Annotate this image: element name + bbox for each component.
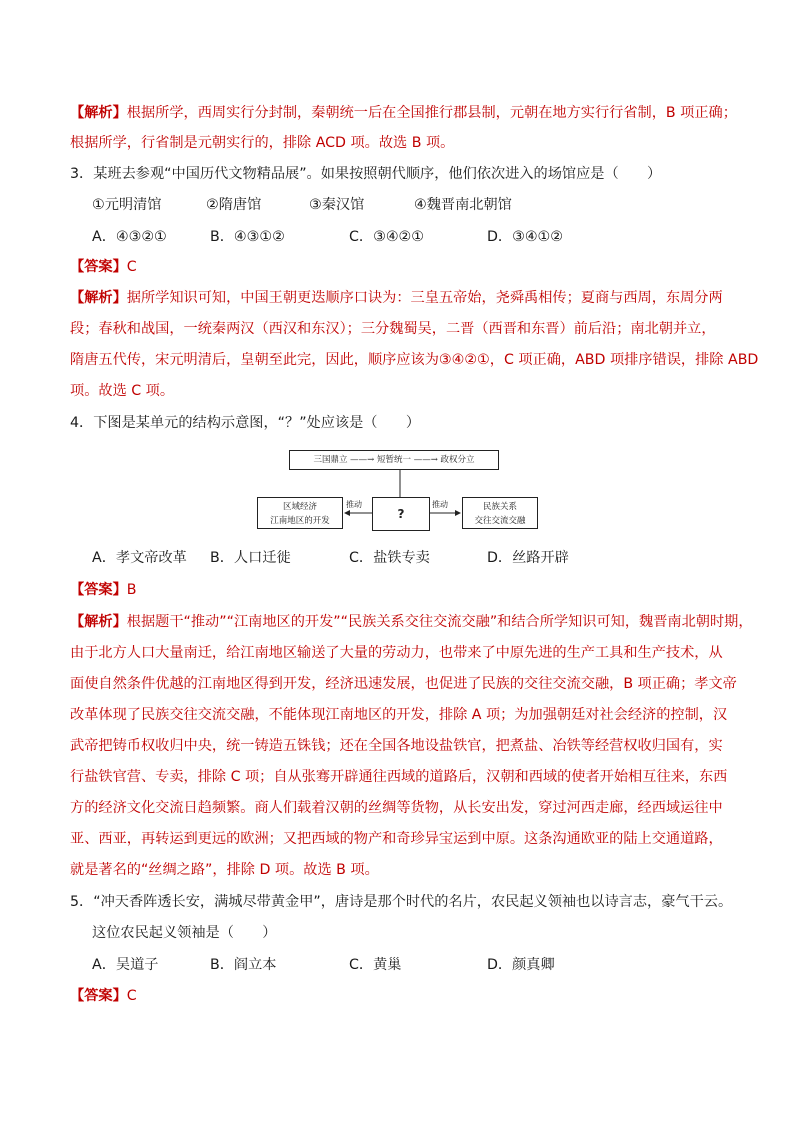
q5-answer (70, 986, 137, 1006)
diagram-right-box (462, 497, 538, 529)
q3-option-d: D．③④①② (487, 229, 563, 245)
diagram-left-sub: 江南地区的开发 (270, 516, 330, 526)
q3-item-2: ②隋唐馆 (206, 197, 262, 213)
diagram-top-box: 三国鼎立 ——→ 短暂统一 ——→ 政权分立 (289, 450, 499, 470)
q5-option-d: D．颜真卿 (487, 957, 555, 973)
q3-item-1: ①元明清馆 (92, 197, 162, 213)
q4-option-c: C．盐铁专卖 (349, 550, 430, 566)
q4-analysis-line3: 面使自然条件优越的江南地区得到开发，经济迅速发展，也促进了民族的交往交流交融，B 项正确；孝文帝 (70, 676, 737, 692)
q3-stem: 3．某班去参观“中国历代文物精品展”。如果按照朝代顺序，他们依次进入的场馆应是（ ） (70, 166, 662, 182)
answer-label: 【答案】 (70, 259, 127, 275)
analysis-label: 【解析】 (70, 105, 127, 121)
diagram-connectors (0, 0, 794, 560)
q2-analysis-line2: 根据所学，行省制是元朝实行的，排除 ACD 项。故选 B 项。 (70, 135, 455, 151)
q5-stem-line1: 5．“冲天香阵透长安，满城尽带黄金甲”，唐诗是那个时代的名片，农民起义领袖也以诗言志，豪气干云。 (70, 894, 733, 910)
analysis-text: 根据题干“推动”“江南地区的开发”“民族关系交往交流交融”和结合所学知识可知，魏晋南北朝时期， (126, 614, 753, 630)
diagram-right-title: 民族关系 (482, 502, 517, 512)
q5-option-c: C．黄巢 (349, 957, 402, 973)
q3-analysis-line4: 项。故选 C 项。 (70, 383, 175, 399)
q4-analysis-line1 (70, 612, 753, 632)
q4-option-b: B．人口迁徙 (210, 550, 291, 566)
q3-analysis-line3: 隋唐五代传，宋元明清后，皇朝至此完，因此，顺序应该为③④②①，C 项正确，ABD 项排序错误，排除 ABD (70, 352, 759, 368)
answer-value: C (126, 259, 137, 275)
diagram-right-sub: 交往交流交融 (474, 516, 526, 526)
analysis-label: 【解析】 (70, 614, 127, 630)
q4-answer (70, 580, 137, 600)
q4-analysis-line2: 由于北方人口大量南迁，给江南地区输送了大量的劳动力，也带来了中原先进的生产工具和生产技术，从 (70, 645, 723, 661)
q3-option-b: B．④③①② (210, 229, 285, 245)
q4-option-a: A．孝文帝改革 (92, 550, 187, 566)
q3-option-c: C．③④②① (349, 229, 424, 245)
diagram-left-box (257, 497, 343, 529)
q4-stem: 4．下图是某单元的结构示意图，“？”处应该是（ ） (70, 415, 421, 431)
q3-item-3: ③秦汉馆 (309, 197, 365, 213)
answer-label: 【答案】 (70, 988, 127, 1004)
q4-option-d: D．丝路开辟 (487, 550, 569, 566)
q3-item-4: ④魏晋南北朝馆 (414, 197, 512, 213)
analysis-label: 【解析】 (70, 290, 127, 306)
q4-analysis-line4: 改革体现了民族交往交流交融，不能体现江南地区的开发，排除 A 项；为加强朝廷对社会经济的控制，汉 (70, 707, 728, 723)
analysis-text: 根据所学，西周实行分封制，秦朝统一后在全国推行郡县制，元朝在地方实行行省制，B 项正确； (126, 105, 737, 121)
q5-option-a: A．吴道子 (92, 957, 159, 973)
diagram-center-box: ? (372, 497, 430, 531)
q5-option-b: B．阎立本 (210, 957, 277, 973)
answer-value: B (126, 582, 137, 598)
q4-analysis-line9: 就是著名的“丝绸之路”，排除 D 项。故选 B 项。 (70, 862, 379, 878)
q5-stem-line2: 这位农民起义领袖是（ ） (92, 925, 277, 941)
q3-analysis-line2: 段；春秋和战国，一统秦两汉（西汉和东汉）；三分魏蜀吴，二晋（西晋和东晋）前后沿；南北朝并立， (70, 321, 716, 337)
answer-value: C (126, 988, 137, 1004)
analysis-text: 据所学知识可知，中国王朝更迭顺序口诀为：三皇五帝始，尧舜禹相传；夏商与西周，东周分两 (126, 290, 723, 306)
q4-analysis-line8: 亚、西亚，再转运到更远的欧洲；又把西域的物产和奇珍异宝运到中原。这条沟通欧亚的陆上交通道路， (70, 831, 723, 847)
q4-analysis-line7: 方的经济文化交流日趋频繁。商人们载着汉朝的丝绸等货物，从长安出发，穿过河西走廊，经西域运往中 (70, 800, 723, 816)
diagram-left-title: 区域经济 (282, 502, 317, 512)
q4-analysis-line5: 武帝把铸币权收归中央，统一铸造五铢钱；还在全国各地设盐铁官，把煮盐、冶铁等经营权收归国有，实 (70, 738, 723, 754)
answer-label: 【答案】 (70, 582, 127, 598)
diagram-arrow-label-left: 推动 (346, 500, 362, 509)
q3-option-a: A．④③②① (92, 229, 167, 245)
diagram-arrow-label-right: 推动 (432, 500, 448, 509)
q4-analysis-line6: 行盐铁官营、专卖，排除 C 项；自从张骞开辟通往西域的道路后，汉朝和西域的使者开始相互往来，东西 (70, 769, 728, 785)
